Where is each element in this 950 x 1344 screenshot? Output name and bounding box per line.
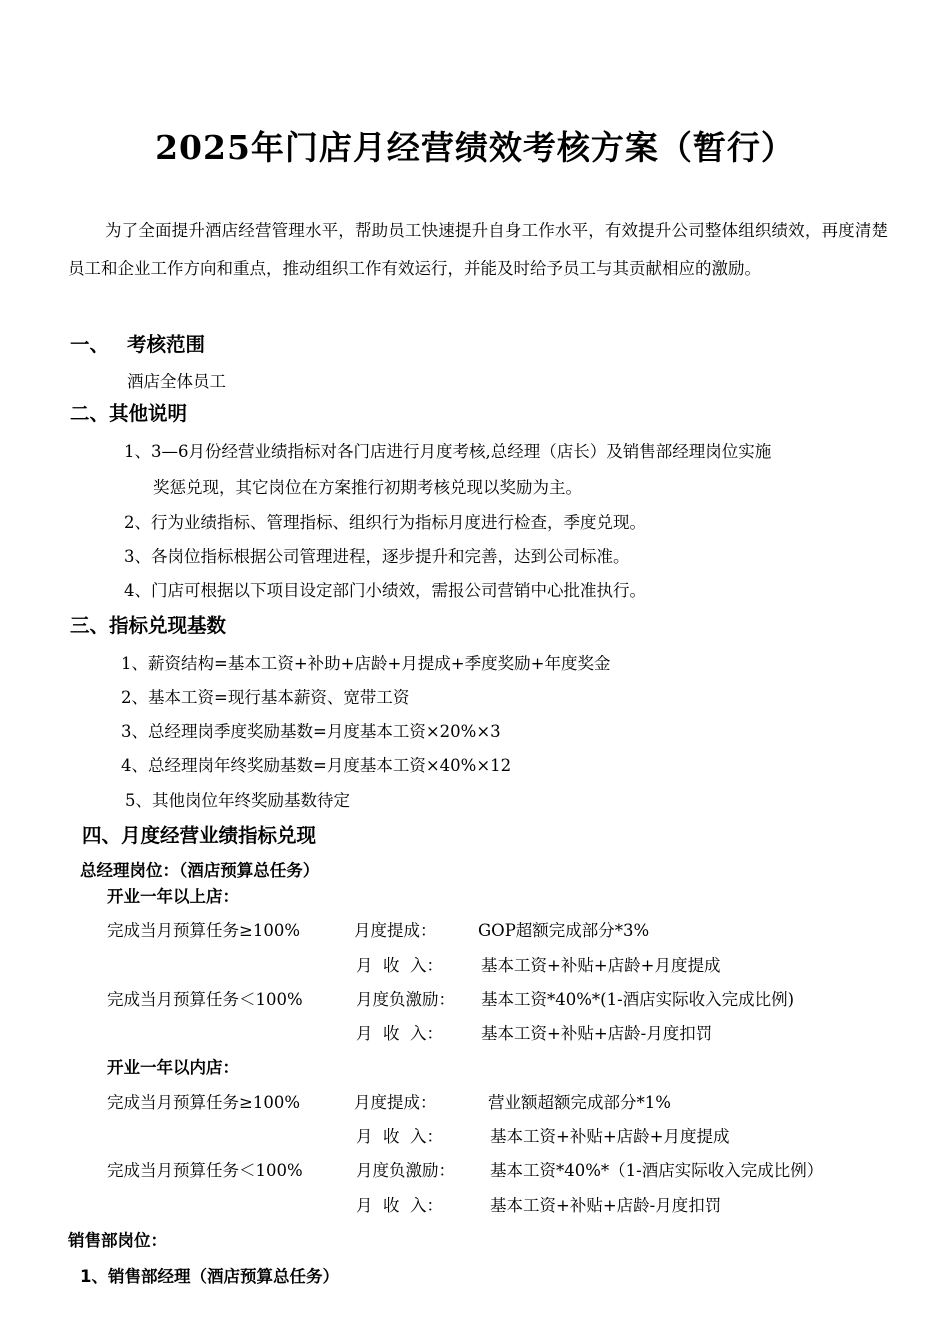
- section-3-item-5: 5、其他岗位年终奖励基数待定: [125, 791, 350, 810]
- section-2-item-2: 2、行为业绩指标、管理指标、组织行为指标月度进行检查，季度兑现。: [124, 513, 646, 532]
- block-2-row-3-label: 月度负激励：: [356, 1161, 455, 1180]
- gm-position-title: 总经理岗位：（酒店预算总任务）: [80, 861, 320, 880]
- block-2-row-2-value: 基本工资+补贴+店龄+月度提成: [490, 1127, 730, 1146]
- block-2-row-2-label: 月 收 入：: [356, 1127, 443, 1146]
- section-2-heading: 二、其他说明: [70, 402, 188, 425]
- block-2-row-1-label: 月度提成：: [354, 1093, 437, 1112]
- section-3-item-2: 2、基本工资=现行基本薪资、宽带工资: [121, 688, 410, 707]
- section-2-item-4: 4、门店可根据以下项目设定部门小绩效，需报公司营销中心批准执行。: [124, 581, 646, 600]
- intro-paragraph: 为了全面提升酒店经营管理水平，帮助员工快速提升自身工作水平，有效提升公司整体组织绩效，再度清楚员工和企业工作方向和重点，推动组织工作有效运行，并能及时给予员工与其贡献相应的激励。: [68, 221, 888, 278]
- block-2-row-1-value: 营业额超额完成部分*1%: [488, 1093, 671, 1112]
- block-1-row-1-label: 月度提成：: [354, 921, 437, 940]
- block-1-row-4-value: 基本工资+补贴+店龄-月度扣罚: [481, 1024, 713, 1043]
- sales-item-1: 1、销售部经理（酒店预算总任务）: [80, 1267, 339, 1286]
- block-2-title: 开业一年以内店：: [107, 1058, 239, 1077]
- block-1-row-1-value: GOP超额完成部分*3%: [478, 921, 650, 940]
- section-3-item-3: 3、总经理岗季度奖励基数=月度基本工资×20%×3: [121, 722, 501, 741]
- section-3-heading: 三、指标兑现基数: [70, 614, 227, 637]
- section-1-body: 酒店全体员工: [127, 372, 226, 391]
- section-2-item-1: 1、3—6月份经营业绩指标对各门店进行月度考核,总经理（店长）及销售部经理岗位实施: [124, 442, 772, 461]
- section-1-title: 考核范围: [127, 333, 206, 356]
- block-2-row-3-value: 基本工资*40%*（1-酒店实际收入完成比例）: [490, 1161, 824, 1180]
- block-2-row-4-label: 月 收 入：: [356, 1196, 443, 1215]
- section-1-number: 一、: [70, 333, 110, 356]
- section-2-item-1-cont: 奖惩兑现，其它岗位在方案推行初期考核兑现以奖励为主。: [153, 478, 582, 497]
- block-1-row-4-label: 月 收 入：: [356, 1024, 443, 1043]
- section-3-item-4: 4、总经理岗年终奖励基数=月度基本工资×40%×12: [121, 756, 512, 775]
- block-1-row-2-label: 月 收 入：: [356, 956, 443, 975]
- section-4-heading: 四、月度经营业绩指标兑现: [82, 824, 317, 847]
- sales-position-title: 销售部岗位：: [68, 1231, 167, 1250]
- block-1-row-2-value: 基本工资+补贴+店龄+月度提成: [481, 956, 721, 975]
- block-1-row-1-cond: 完成当月预算任务≥100%: [107, 921, 300, 940]
- block-1-row-3-value: 基本工资*40%*(1-酒店实际收入完成比例): [481, 990, 795, 1009]
- block-1-row-3-cond: 完成当月预算任务＜100%: [107, 990, 303, 1009]
- section-2-item-3: 3、各岗位指标根据公司管理进程，逐步提升和完善，达到公司标准。: [124, 547, 630, 566]
- page-title: 2025年门店月经营绩效考核方案（暂行）: [155, 128, 795, 167]
- block-2-row-4-value: 基本工资+补贴+店龄-月度扣罚: [490, 1196, 722, 1215]
- block-2-row-1-cond: 完成当月预算任务≥100%: [107, 1093, 300, 1112]
- section-1-heading: [70, 329, 205, 357]
- block-2-row-3-cond: 完成当月预算任务＜100%: [107, 1161, 303, 1180]
- section-3-item-1: 1、薪资结构=基本工资+补助+店龄+月提成+季度奖励+年度奖金: [121, 654, 611, 673]
- block-1-title: 开业一年以上店：: [107, 887, 239, 906]
- block-1-row-3-label: 月度负激励：: [356, 990, 455, 1009]
